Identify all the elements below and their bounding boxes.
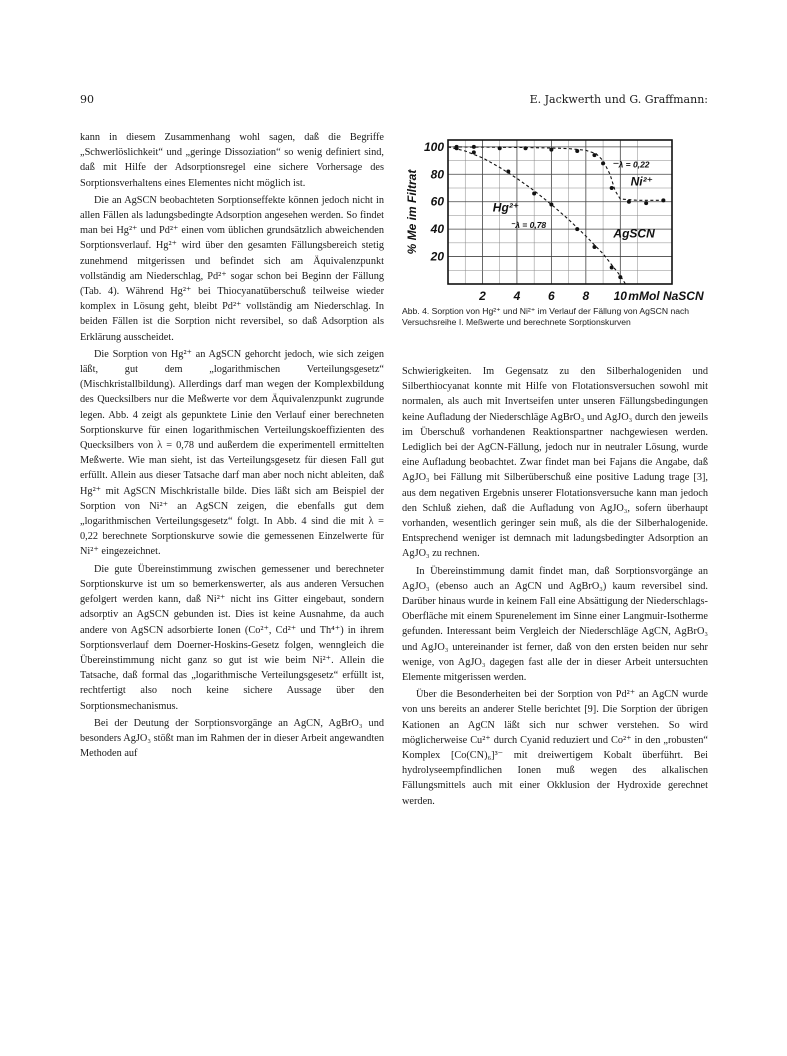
x-tick-label: 2 — [479, 289, 486, 303]
lambda-hg-label: λ = 0,78 — [515, 219, 547, 230]
x-axis-label: mMol NaSCN — [628, 289, 704, 303]
x-tick-label: 8 — [582, 289, 590, 303]
lambda-ni-label: λ = 0,22 — [618, 159, 650, 170]
measured-point-hg — [618, 275, 622, 279]
paragraph: Schwierigkeiten. Im Gegensatz zu den Silberhalogeniden und Silberthiocyanat konnte mit Hilfe von Flotationsversuchen sowohl mit normalen, als auch mit Invertseifen unter unseren Fällungsbedingungen keine Aufladung der Niederschläge AgBrO₃ und AgJO₃ durch den jeweils im Überschuß vorhandenen Reaktionspartner nachgewiesen werden. Lediglich bei der AgCN-Fällung, jedoch nur in neutraler Lösung, wurde eine Aufladung beobachtet. Zwar findet man bei Fajans die Angabe, daß AgJO₃ bei Fällung mit Silberüberschuß eine positive Ladung trage [3], aus dem negativen Ergebnis unserer Flotationsversuche kann man jedoch den Schluß ziehen, daß die Aufladung von AgJO₃, sofern überhaupt vorhanden, wesentlich geringer sein muß, als die der Silberhalogenide. Entsprechend weniger ist demnach mit ladungsbedingter Adsorption an AgJO₃ zu rechnen. — [402, 366, 708, 560]
paragraph: Die an AgSCN beobachteten Sorptionseffekte können jedoch nicht in allen Fällen als ladungsbedingte Adsorption angesehen werden. So findet man bei Hg²⁺ und Pd²⁺ einen vom üblichen grundsätzlich abweichenden Sorptionsverlauf. Hg²⁺ wird über den gesamten Fällungsbereich stetig zunehmend mitgerissen und befindet sich am Äquivalenzpunkt vollständig am Niederschlag, Pd²⁺ sogar schon bei Beginn der Fällung (Tab. 4). Während Hg²⁺ bei Thiocyanatüberschuß teilweise wieder komplex in Lösung geht, bleibt Pd²⁺ vollständig am Niederschlag. In beiden Fällen ist die Sorption nicht reversibel, so daß Adsorption als Erklärung ausscheidet. — [80, 194, 384, 343]
paragraph: Die Sorption von Hg²⁺ an AgSCN gehorcht jedoch, wie sich zeigen läßt, gut dem „logarithmischen Verteilungsgesetz“ (Mischkristallbildung). Allerdings darf man wegen der Komplexbildung des Quecksilbers nur die Meßwerte vor dem Äquivalenzpunkt zugrunde legen. Abb. 4 zeigt als gepunktete Linie den Verlauf einer berechneten Sorptionskurve für einen logarithmischen Verteilungskoeffizienten des Quecksilbers von λ = 0,78 und außerdem die experimentell ermittelten Meßwerte. Wie man sieht, ist das Verteilungsgesetz für diesen Fall gut erfüllt. Allein aus dieser Tatsache darf man aber noch nicht ableiten, daß Hg²⁺ mit AgSCN Mischkristalle bilde. Dies läßt sich am Beispiel der Sorption von Ni²⁺ an AgSCN zeigen, die ebenfalls gut dem „logarithmischen Verteilungsgesetz“ folgt. In Abb. 4 sind die mit λ = 0,22 berechnete Sorptionskurve sowie die gemessenen Einzelwerte für Ni²⁺ eingezeichnet. — [80, 348, 384, 558]
running-head-authors: E. Jackwerth und G. Graffmann: — [529, 93, 708, 106]
sorption-chart — [402, 134, 708, 306]
ni-series-label: Ni²⁺ — [630, 174, 653, 189]
paragraph: In Übereinstimmung damit findet man, daß Sorptionsvorgänge an AgJO₃ (ebenso auch an AgCN und AgBrO₃) kaum reversibel sind. Darüber hinaus wurde in keinem Fall eine Absättigung der Niederschlags-Oberfläche mit einem Spurenelement im Sinne einer Langmuir-Isotherme gefunden. Interessant beim Vergleich der Niederschläge AgCN, AgBrO₃ und AgJO₃ untereinander ist ferner, daß von den ersten beiden nur sehr wenige, von AgJO₃ dagegen fast alle der in dieser Arbeit untersuchten Elemente mitgerissen werden. — [402, 565, 708, 684]
figure-caption: Abb. 4. Sorption von Hg²⁺ und Ni²⁺ im Verlauf der Fällung von AgSCN nach Versuchsreihe I. Meßwerte und berechnete Sorptionskurven — [402, 306, 690, 328]
y-tick-label: 60 — [430, 194, 444, 209]
x-tick-label: 10 — [613, 289, 627, 303]
x-tick-label: 4 — [513, 289, 521, 303]
left-column — [80, 130, 384, 761]
precipitate-label: AgSCN — [613, 226, 655, 241]
hg-series-label: Hg²⁺ — [492, 200, 520, 215]
measured-point-ni — [549, 148, 553, 152]
measured-point-hg — [592, 245, 596, 249]
measured-point-hg — [472, 150, 476, 154]
measured-point-ni — [575, 149, 579, 153]
y-tick-label: 100 — [423, 139, 444, 154]
measured-point-ni — [498, 146, 502, 150]
measured-point-ni — [610, 186, 614, 190]
measured-point-hg — [532, 191, 536, 195]
measured-point-ni — [627, 200, 631, 204]
paragraph: Die gute Übereinstimmung zwischen gemessener und berechneter Sorptionskurve ist um so bemerkenswerter, als aus anderen Versuchen gefolgert werden kann, daß Ni²⁺ nicht ins Gitter eingebaut, sondern adsorptiv an AgSCN gebunden ist. Dies ist keine Ausnahme, da auch andere von AgSCN adsorbierte Ionen (Co²⁺, Cd²⁺ und Th⁴⁺) in ihrem Sorptionsverlauf dem Doerner-Hoskins-Gesetz folgen, wenngleich die Übereinstimmung nicht ganz so gut ist wie beim Ni²⁺. Allein die Tatsache, daß formal das „logarithmische Verteilungsgesetz“ erfüllt ist, rechtfertigt also noch keine sichere Aussage über den Sorptionsmechanismus. — [80, 563, 384, 712]
paragraph: kann in diesem Zusammenhang wohl sagen, daß die Begriffe „Schwerlöslichkeit“ und „geringe Dissoziation“ so wenig definiert sind, daß mit Hilfe der Adsorptionsregel eine sichere Vorhersage des Sorptionsverhaltens eines Elementes nicht möglich ist. — [80, 132, 384, 189]
measured-point-ni — [601, 161, 605, 165]
y-tick-label: 40 — [430, 222, 444, 237]
right-column — [402, 364, 708, 809]
measured-point-hg — [575, 227, 579, 231]
measured-point-hg — [610, 266, 614, 270]
measured-point-ni — [472, 145, 476, 149]
page-number: 90 — [80, 93, 94, 106]
x-tick-label: 6 — [548, 289, 555, 303]
measured-point-hg — [549, 202, 553, 206]
measured-point-ni — [524, 146, 528, 150]
measured-point-hg — [506, 170, 510, 174]
measured-point-ni — [644, 201, 648, 205]
y-tick-label: 20 — [430, 249, 444, 264]
y-axis-label: % Me im Filtrat — [405, 169, 419, 255]
measured-point-ni — [455, 145, 459, 149]
y-tick-label: 80 — [430, 167, 444, 182]
measured-point-ni — [592, 153, 596, 157]
paragraph: Über die Besonderheiten bei der Sorption von Pd²⁺ an AgCN wurde von uns bereits an anderer Stelle berichtet [9]. Die Sorption der übrigen Kationen an AgCN läßt sich nur schwer verstehen. So wird möglicherweise Cu²⁺ durch Cyanid reduziert und Co²⁺ in den „robusten“ Komplex [Co(CN)₆]³⁻ mit dreiwertigem Kobalt überführt. Bei hydrolyseempfindlichen Ionen muß wegen des alkalischen Fällungsmittels auch mit einer Okklusion der Hydroxide gerechnet werden. — [402, 689, 708, 807]
figure-abb-4 — [402, 134, 708, 362]
measured-point-ni — [661, 198, 665, 202]
paragraph: Bei der Deutung der Sorptionsvorgänge an AgCN, AgBrO₃ und besonders AgJO₃ stößt man im Rahmen der in dieser Arbeit angewandten Methoden auf — [80, 717, 384, 760]
